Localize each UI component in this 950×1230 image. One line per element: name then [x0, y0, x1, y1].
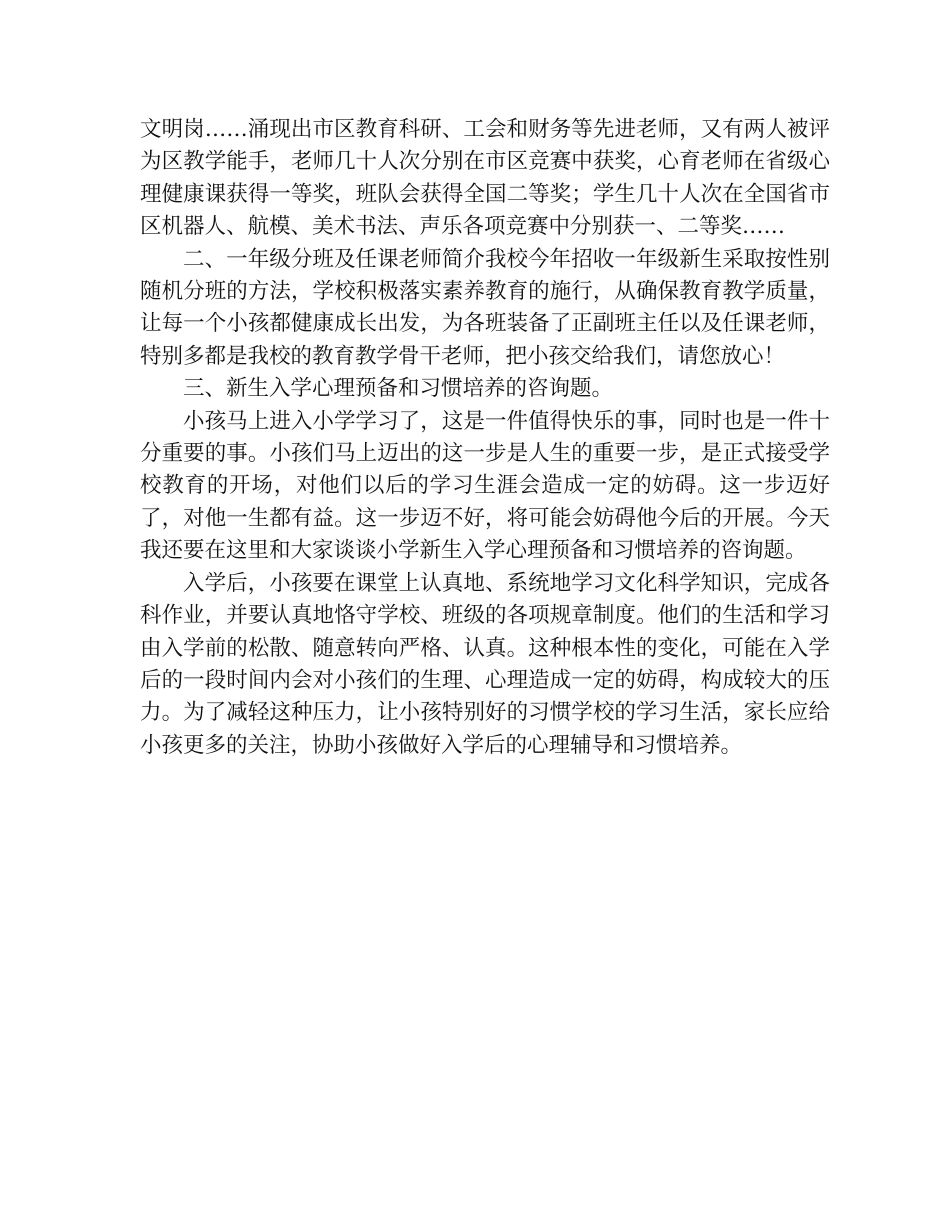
document-body [140, 114, 830, 762]
paragraph-class-assignment: 二、一年级分班及任课老师简介我校今年招收一年级新生采取按性别随机分班的方法，学校积极落实素养教育的施行，从确保教育教学质量，让每一个小孩都健康成长出发，为各班装备了正副班主任以及任课老师，特别多都是我校的教育教学骨干老师，把小孩交给我们，请您放心！ [140, 246, 830, 369]
paragraph-after-entry: 入学后，小孩要在课堂上认真地、系统地学习文化科学知识，完成各科作业，并要认真地恪守学校、班级的各项规章制度。他们的生活和学习由入学前的松散、随意转向严格、认真。这种根本性的变化，可能在入学后的一段时间内会对小孩们的生理、心理造成一定的妨碍，构成较大的压力。为了减轻这种压力，让小孩特别好的习惯学校的学习生活，家长应给小孩更多的关注，协助小孩做好入学后的心理辅导和习惯培养。 [140, 570, 830, 758]
paragraph-school-entry: 小孩马上进入小学学习了，这是一件值得快乐的事，同时也是一件十分重要的事。小孩们马上迈出的这一步是人生的重要一步，是正式接受学校教育的开场，对他们以后的学习生涯会造成一定的妨碍。这一步迈好了，对他一生都有益。这一步迈不好，将可能会妨碍他今后的开展。今天我还要在这里和大家谈谈小学新生入学心理预备和习惯培养的咨询题。 [140, 408, 830, 564]
paragraph-section-heading: 三、新生入学心理预备和习惯培养的咨询题。 [183, 376, 614, 402]
paragraph-achievements: 文明岗……涌现出市区教育科研、工会和财务等先进老师，又有两人被评为区教学能手，老师几十人次分别在市区竞赛中获奖，心育老师在省级心理健康课获得一等奖，班队会获得全国二等奖；学生几十人次在全国省市区机器人、航模、美术书法、声乐各项竞赛中分别获一、二等奖…… [140, 117, 830, 240]
